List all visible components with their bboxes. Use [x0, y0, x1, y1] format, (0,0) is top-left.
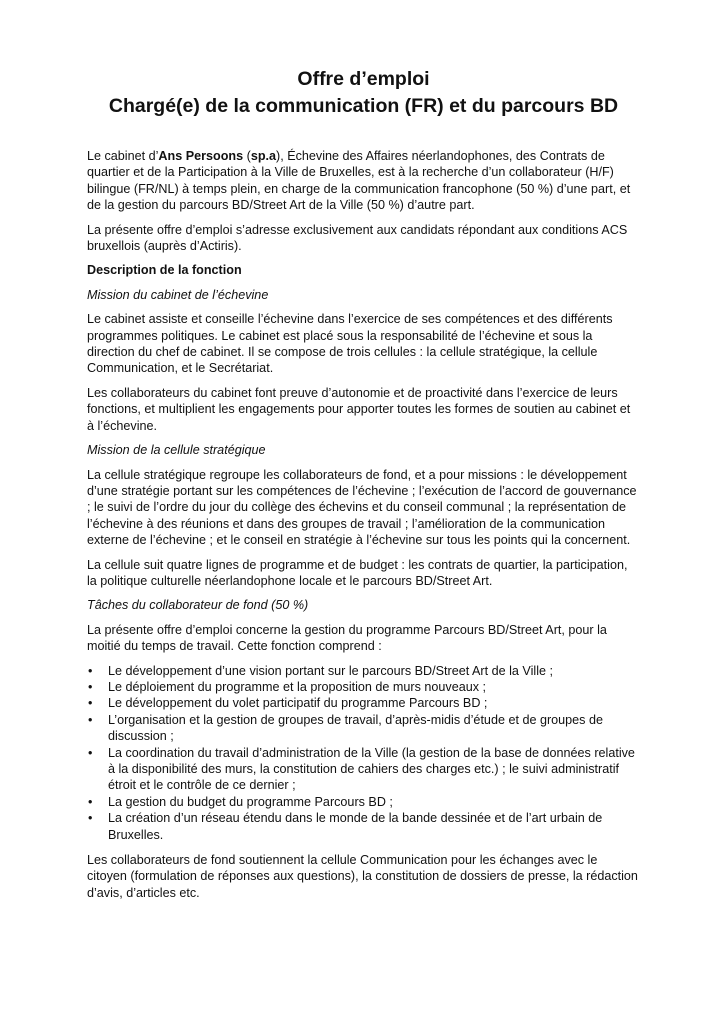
party-name: sp.a	[250, 149, 277, 163]
title-line-1: Offre d’emploi	[297, 68, 430, 90]
section-heading: Description de la fonction	[87, 263, 242, 278]
mission-cabinet-heading: Mission du cabinet de l’échevine	[87, 287, 269, 302]
taches-paragraph-2: Les collaborateurs de fond soutiennent la cellule Communication pour les échanges avec le citoyen (formulation de réponses aux questions), la constitution de dossiers de presse, la rédaction d’avis, d’articles etc.	[87, 853, 638, 900]
echevine-name: Ans Persoons	[158, 149, 244, 163]
list-item	[87, 794, 640, 810]
mission-cellule-paragraph-1: La cellule stratégique regroupe les collaborateurs de fond, et a pour missions : le développement d’une stratégie portant sur les compétences de l’échevine ; l’exécution de l’accord de gouvernance ; le suivi de l’ordre du jour du collège des échevins et du conseil communal ; la représentation de l’échevine à des réunions et dans des groupes de travail ; l’amélioration de la communication externe de l’échevine ; et le conseil en stratégie à l’échevine sur tous les points qui la concernent.	[87, 467, 637, 548]
list-item	[87, 712, 640, 745]
mission-cellule-heading: Mission de la cellule stratégique	[87, 443, 266, 458]
intro-paragraph	[87, 148, 640, 214]
bullet-icon: •	[88, 811, 93, 826]
list-item	[87, 695, 640, 711]
taches-heading: Tâches du collaborateur de fond (50 %)	[87, 598, 309, 613]
list-item-text: Le développement du volet participatif du programme Parcours BD ;	[108, 696, 488, 711]
list-item	[87, 745, 640, 794]
list-item	[87, 663, 640, 679]
bullet-icon: •	[88, 745, 93, 760]
mission-cabinet-paragraph-2: Les collaborateurs du cabinet font preuve d’autonomie et de proactivité dans l’exercice de leurs fonctions, et multiplient les engagements pour apporter toutes les formes de soutien au cabinet et à l’échevine.	[87, 385, 631, 433]
intro-paren: (	[243, 149, 251, 163]
mission-cabinet-paragraph-1: Le cabinet assiste et conseille l’échevine dans l’exercice de ses compétences et des différents programmes politiques. Le cabinet est placé sous la responsabilité de l’échevine et sous la direction du chef de cabinet. Il se compose de trois cellules : la cellule stratégique, la cellule Communication, et le Secrétariat.	[87, 312, 613, 376]
list-item-text: Le développement d’une vision portant sur le parcours BD/Street Art de la Ville ;	[108, 663, 553, 678]
intro-start: Le cabinet d’	[87, 149, 159, 163]
acs-paragraph: La présente offre d’emploi s’adresse exclusivement aux candidats répondant aux conditions ACS bruxellois (auprès d’Actiris).	[87, 222, 628, 254]
title-line-2: Chargé(e) de la communication (FR) et du parcours BD	[108, 95, 619, 117]
list-item	[87, 679, 640, 695]
list-item	[87, 810, 640, 843]
mission-cellule-paragraph-2: La cellule suit quatre lignes de programme et de budget : les contrats de quartier, la participation, la politique culturelle néerlandophone locale et le parcours BD/Street Art.	[87, 557, 628, 588]
list-item-text: Le déploiement du programme et la proposition de murs nouveaux ;	[108, 679, 487, 694]
list-item-text: La coordination du travail d’administration de la Ville (la gestion de la base de données relative à la disponibilité des murs, la constitution de cahiers des charges etc.) ; le suivi administratif étroit et le contrôle de ce dernier ;	[108, 745, 635, 793]
bullet-icon: •	[88, 712, 93, 727]
taches-paragraph-1: La présente offre d’emploi concerne la gestion du programme Parcours BD/Street Art, pour la moitié du temps de travail. Cette fonction comprend :	[87, 622, 607, 654]
task-list	[87, 663, 640, 843]
bullet-icon: •	[88, 663, 93, 678]
page-title	[87, 66, 640, 120]
bullet-icon: •	[88, 679, 93, 694]
intro-rest: ), Échevine des Affaires néerlandophones, des Contrats de quartier et de la Participation à la Ville de Bruxelles, est à la recherche d’un collaborateur (H/F) bilingue (FR/NL) à temps plein, en charge de la communication francophone (50 %) d’une part, et de la gestion du parcours BD/Street Art de la Ville (50 %) d’autre part.	[87, 149, 631, 213]
list-item-text: L’organisation et la gestion de groupes de travail, d’après-midis d’étude et de groupes de discussion ;	[108, 712, 603, 744]
list-item-text: La création d’un réseau étendu dans le monde de la bande dessinée et de l’art urbain de Bruxelles.	[108, 811, 603, 842]
bullet-icon: •	[88, 794, 93, 809]
bullet-icon: •	[88, 696, 93, 711]
list-item-text: La gestion du budget du programme Parcours BD ;	[108, 794, 393, 809]
